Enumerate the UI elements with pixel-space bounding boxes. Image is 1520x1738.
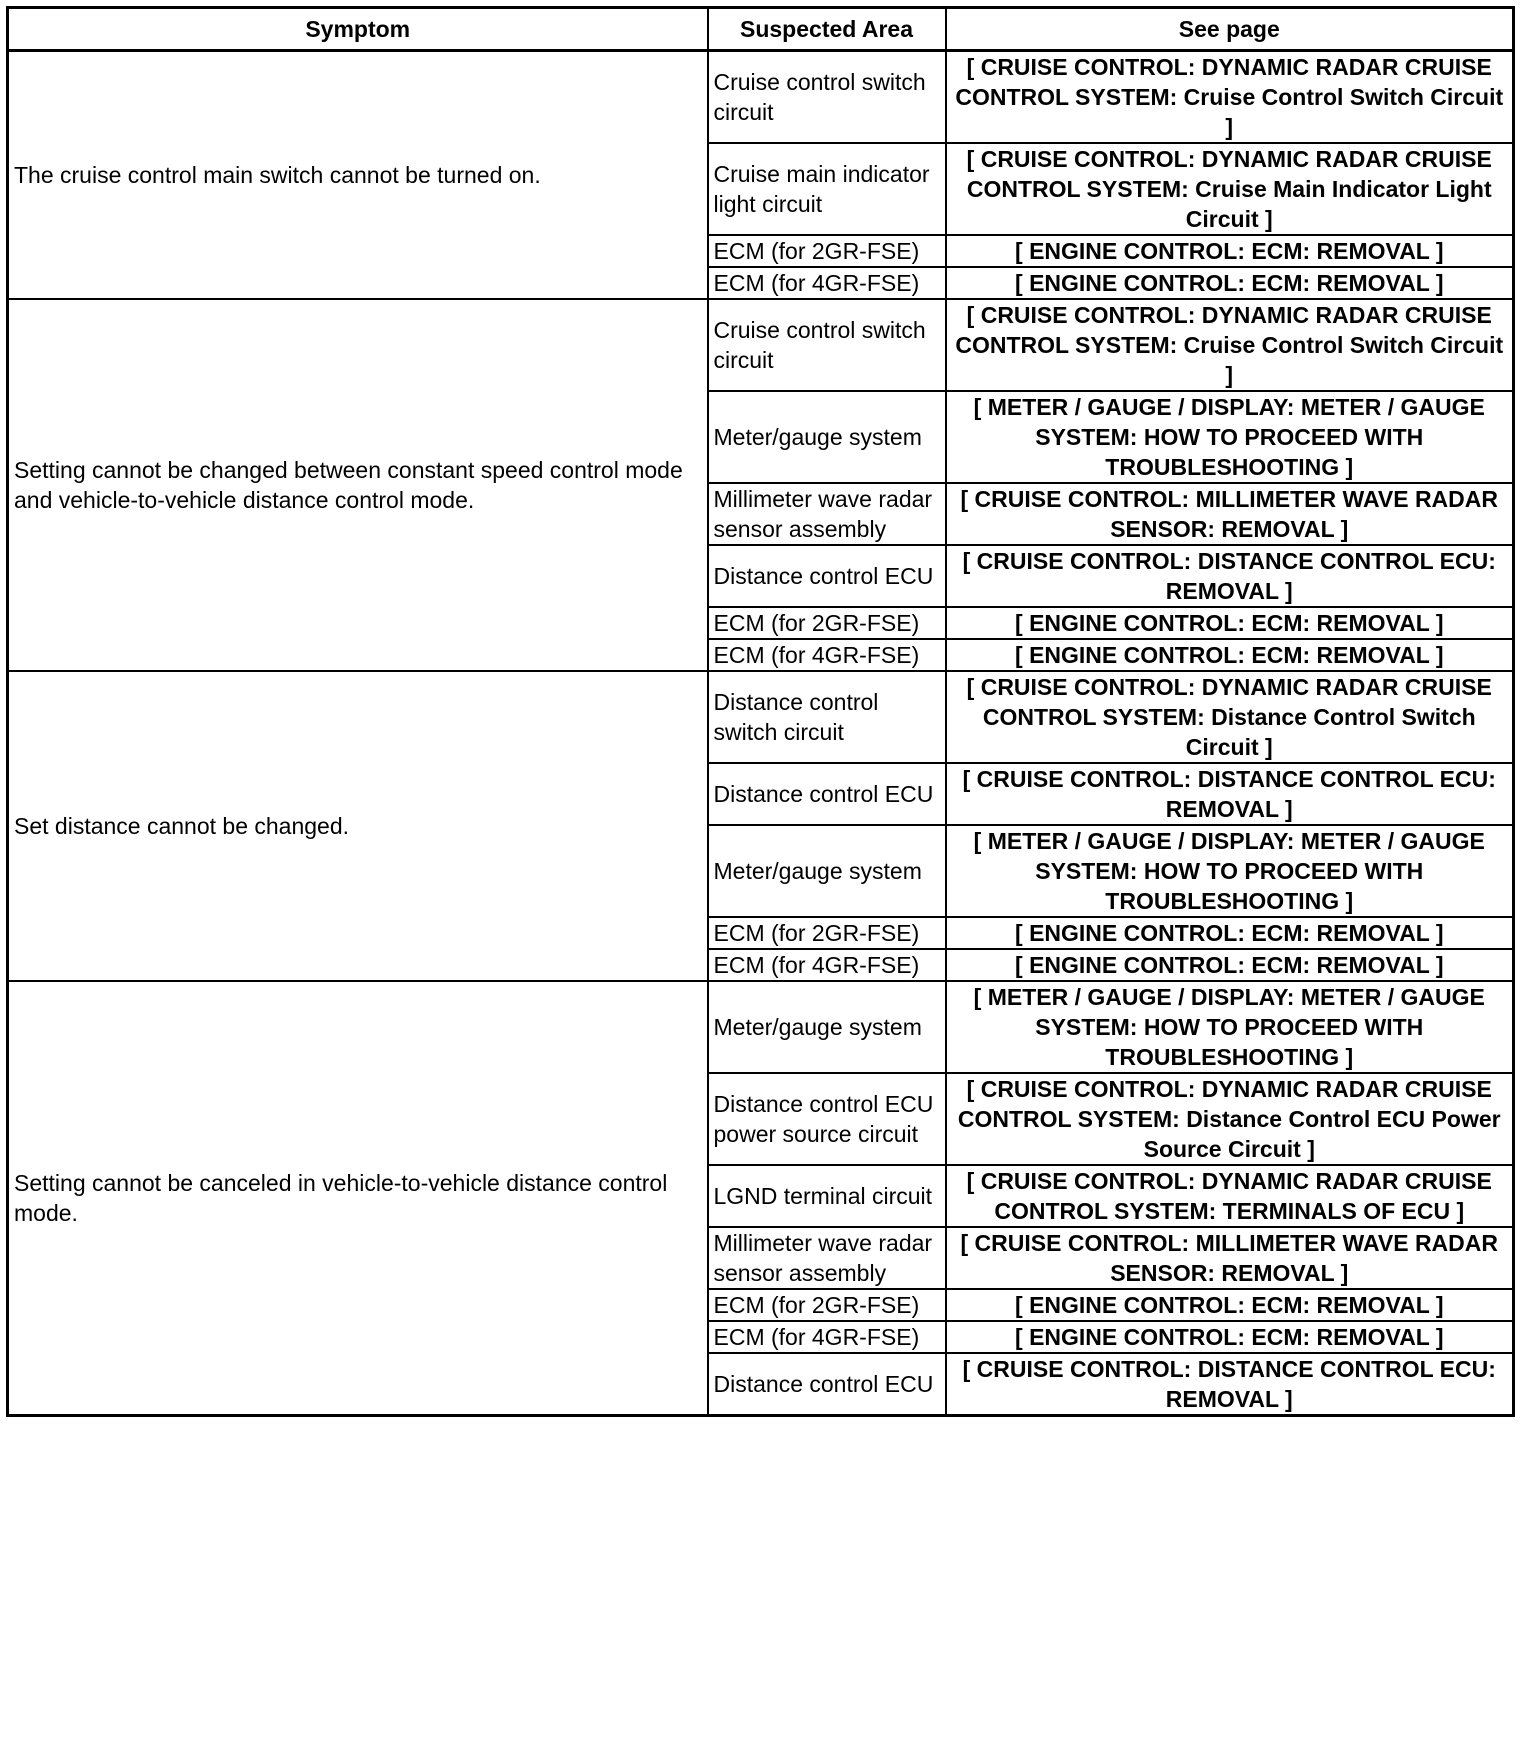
see-page-cell: [ CRUISE CONTROL: DYNAMIC RADAR CRUISE CONTROL SYSTEM: Cruise Main Indicator Light Circuit ] (946, 143, 1514, 235)
see-page-cell: [ CRUISE CONTROL: DYNAMIC RADAR CRUISE CONTROL SYSTEM: Distance Control Switch Circuit ] (946, 671, 1514, 763)
see-page-cell: [ CRUISE CONTROL: DYNAMIC RADAR CRUISE CONTROL SYSTEM: TERMINALS OF ECU ] (946, 1165, 1514, 1227)
table-row (8, 299, 1514, 391)
see-page-cell: [ CRUISE CONTROL: DISTANCE CONTROL ECU: REMOVAL ] (946, 545, 1514, 607)
symptom-cell: Setting cannot be changed between constant speed control mode and vehicle-to-vehicle distance control mode. (8, 299, 708, 671)
see-page-cell: [ CRUISE CONTROL: DYNAMIC RADAR CRUISE CONTROL SYSTEM: Distance Control ECU Power Source Circuit ] (946, 1073, 1514, 1165)
header-row (8, 8, 1514, 51)
table-body (8, 51, 1514, 1416)
see-page-cell: [ CRUISE CONTROL: MILLIMETER WAVE RADAR SENSOR: REMOVAL ] (946, 1227, 1514, 1289)
see-page-cell: [ CRUISE CONTROL: DYNAMIC RADAR CRUISE CONTROL SYSTEM: Cruise Control Switch Circuit ] (946, 299, 1514, 391)
symptom-cell: Set distance cannot be changed. (8, 671, 708, 981)
symptom-header: Symptom (8, 8, 708, 51)
suspected-area-cell: ECM (for 2GR-FSE) (708, 1289, 946, 1321)
suspected-area-cell: LGND terminal circuit (708, 1165, 946, 1227)
see-page-cell: [ ENGINE CONTROL: ECM: REMOVAL ] (946, 607, 1514, 639)
symptom-cell: Setting cannot be canceled in vehicle-to-vehicle distance control mode. (8, 981, 708, 1416)
see-page-cell: [ CRUISE CONTROL: DYNAMIC RADAR CRUISE CONTROL SYSTEM: Cruise Control Switch Circuit ] (946, 51, 1514, 144)
see-page-cell: [ METER / GAUGE / DISPLAY: METER / GAUGE SYSTEM: HOW TO PROCEED WITH TROUBLESHOOTING ] (946, 391, 1514, 483)
see-page-cell: [ ENGINE CONTROL: ECM: REMOVAL ] (946, 1289, 1514, 1321)
symptom-cell: The cruise control main switch cannot be turned on. (8, 51, 708, 300)
suspected-area-cell: Distance control ECU (708, 763, 946, 825)
suspected-area-cell: ECM (for 4GR-FSE) (708, 639, 946, 671)
table-row (8, 981, 1514, 1073)
table-row (8, 671, 1514, 763)
suspected-area-cell: Meter/gauge system (708, 981, 946, 1073)
see-page-cell: [ ENGINE CONTROL: ECM: REMOVAL ] (946, 1321, 1514, 1353)
suspected-area-cell: ECM (for 2GR-FSE) (708, 607, 946, 639)
see-page-cell: [ METER / GAUGE / DISPLAY: METER / GAUGE SYSTEM: HOW TO PROCEED WITH TROUBLESHOOTING ] (946, 981, 1514, 1073)
see-page-header: See page (946, 8, 1514, 51)
suspected-area-cell: ECM (for 2GR-FSE) (708, 235, 946, 267)
suspected-area-cell: Meter/gauge system (708, 391, 946, 483)
see-page-cell: [ ENGINE CONTROL: ECM: REMOVAL ] (946, 267, 1514, 299)
see-page-cell: [ ENGINE CONTROL: ECM: REMOVAL ] (946, 917, 1514, 949)
suspected-area-cell: Millimeter wave radar sensor assembly (708, 1227, 946, 1289)
suspected-area-cell: ECM (for 4GR-FSE) (708, 949, 946, 981)
see-page-cell: [ ENGINE CONTROL: ECM: REMOVAL ] (946, 235, 1514, 267)
suspected-area-cell: Distance control ECU (708, 1353, 946, 1416)
suspected-area-cell: Cruise control switch circuit (708, 51, 946, 144)
see-page-cell: [ ENGINE CONTROL: ECM: REMOVAL ] (946, 949, 1514, 981)
table-header (8, 8, 1514, 51)
see-page-cell: [ METER / GAUGE / DISPLAY: METER / GAUGE SYSTEM: HOW TO PROCEED WITH TROUBLESHOOTING ] (946, 825, 1514, 917)
see-page-cell: [ CRUISE CONTROL: DISTANCE CONTROL ECU: REMOVAL ] (946, 1353, 1514, 1416)
see-page-cell: [ CRUISE CONTROL: DISTANCE CONTROL ECU: REMOVAL ] (946, 763, 1514, 825)
suspected-area-cell: Meter/gauge system (708, 825, 946, 917)
suspected-area-cell: Distance control switch circuit (708, 671, 946, 763)
suspected-area-cell: ECM (for 4GR-FSE) (708, 1321, 946, 1353)
suspected-area-cell: Cruise control switch circuit (708, 299, 946, 391)
suspected-area-cell: Cruise main indicator light circuit (708, 143, 946, 235)
troubleshooting-table (6, 6, 1515, 1417)
see-page-cell: [ CRUISE CONTROL: MILLIMETER WAVE RADAR SENSOR: REMOVAL ] (946, 483, 1514, 545)
suspected-area-cell: ECM (for 4GR-FSE) (708, 267, 946, 299)
suspected-area-cell: Distance control ECU power source circuit (708, 1073, 946, 1165)
suspected-area-header: Suspected Area (708, 8, 946, 51)
suspected-area-cell: Distance control ECU (708, 545, 946, 607)
suspected-area-cell: Millimeter wave radar sensor assembly (708, 483, 946, 545)
table-row (8, 51, 1514, 144)
suspected-area-cell: ECM (for 2GR-FSE) (708, 917, 946, 949)
see-page-cell: [ ENGINE CONTROL: ECM: REMOVAL ] (946, 639, 1514, 671)
